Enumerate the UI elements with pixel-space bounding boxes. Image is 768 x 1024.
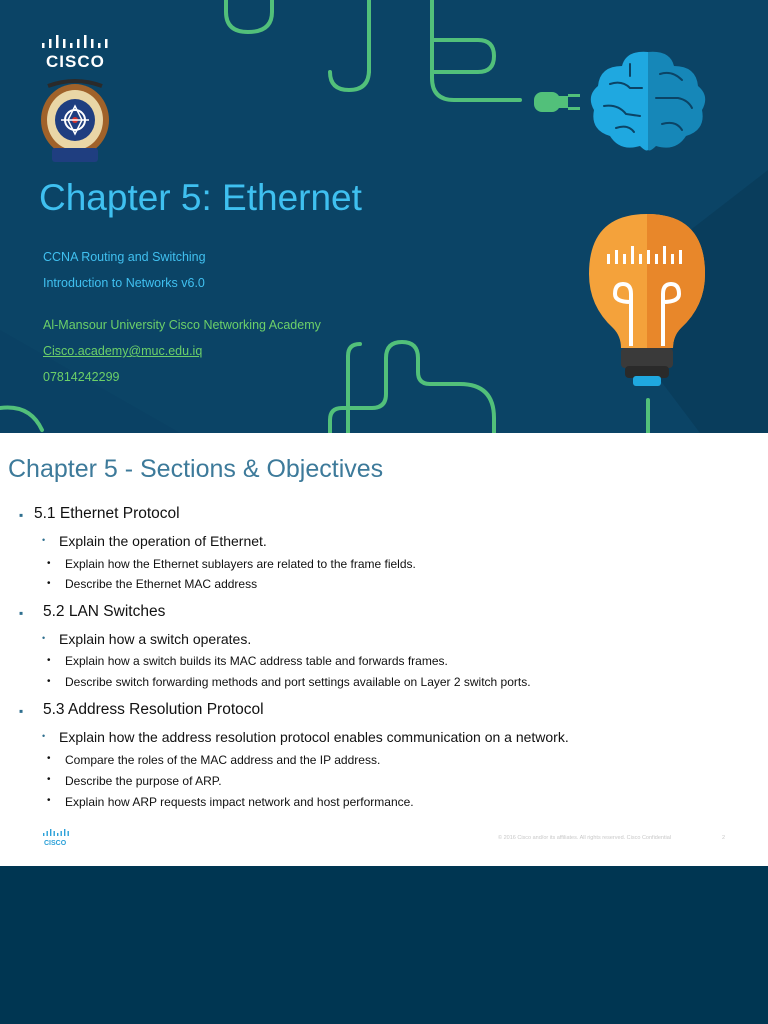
bullet-square-icon: ▪ xyxy=(19,508,24,522)
objective-point: Describe switch forwarding methods and port settings available on Layer 2 switch ports. xyxy=(65,675,531,689)
academy-name: Al-Mansour University Cisco Networking Academy xyxy=(43,318,321,332)
course-name: CCNA Routing and Switching xyxy=(43,250,206,264)
phone-number: 07814242299 xyxy=(43,370,120,384)
slide-title: Chapter 5: Ethernet xyxy=(39,177,362,218)
objective-point: Describe the Ethernet MAC address xyxy=(65,577,258,591)
bullet-dot-icon: • xyxy=(47,795,51,806)
bullet-square-icon: ▪ xyxy=(19,704,24,718)
lightbulb-icon xyxy=(585,210,710,433)
bullet-dot-icon: • xyxy=(42,633,46,643)
cisco-footer-logo-icon xyxy=(42,829,72,847)
section-heading: 5.3 Address Resolution Protocol xyxy=(43,701,264,718)
section-heading: 5.1 Ethernet Protocol xyxy=(34,505,180,522)
section-objective: Explain how a switch operates. xyxy=(59,631,252,647)
bullet-square-icon: ▪ xyxy=(19,606,24,620)
bullet-dot-icon: • xyxy=(42,535,46,545)
bullet-dot-icon: • xyxy=(47,774,51,785)
objective-point: Describe the purpose of ARP. xyxy=(65,774,222,788)
section-heading: 5.2 LAN Switches xyxy=(43,603,166,620)
bullet-dot-icon: • xyxy=(47,558,51,569)
bullet-dot-icon: • xyxy=(47,676,51,687)
objectives-slide xyxy=(0,433,768,866)
course-subtitle: Introduction to Networks v6.0 xyxy=(43,276,205,290)
brain-plug-icon xyxy=(530,44,710,156)
page-number: 2 xyxy=(722,835,726,841)
bullet-dot-icon: • xyxy=(47,753,51,764)
objective-point: Explain how the Ethernet sublayers are related to the frame fields. xyxy=(65,557,416,571)
bullet-dot-icon: • xyxy=(47,655,51,666)
university-seal-icon xyxy=(36,76,114,168)
objective-point: Compare the roles of the MAC address and the IP address. xyxy=(65,753,381,767)
copyright-footer: © 2016 Cisco and/or its affiliates. All rights reserved. Cisco Confidential xyxy=(498,835,672,841)
email-link[interactable]: Cisco.academy@muc.edu.iq xyxy=(43,344,203,358)
title-slide xyxy=(0,0,768,433)
svg-text:CISCO: CISCO xyxy=(44,840,67,847)
cisco-logo-icon xyxy=(40,34,110,52)
section-objective: Explain how the address resolution protocol enables communication on a network. xyxy=(59,729,569,745)
cisco-logo-text: CISCO xyxy=(46,52,105,71)
bullet-dot-icon: • xyxy=(47,578,51,589)
bullet-dot-icon: • xyxy=(42,731,46,741)
section-objective: Explain the operation of Ethernet. xyxy=(59,533,267,549)
objective-point: Explain how ARP requests impact network and host performance. xyxy=(65,795,414,809)
objective-point: Explain how a switch builds its MAC address table and forwards frames. xyxy=(65,654,448,668)
slide-title: Chapter 5 - Sections & Objectives xyxy=(8,455,384,483)
